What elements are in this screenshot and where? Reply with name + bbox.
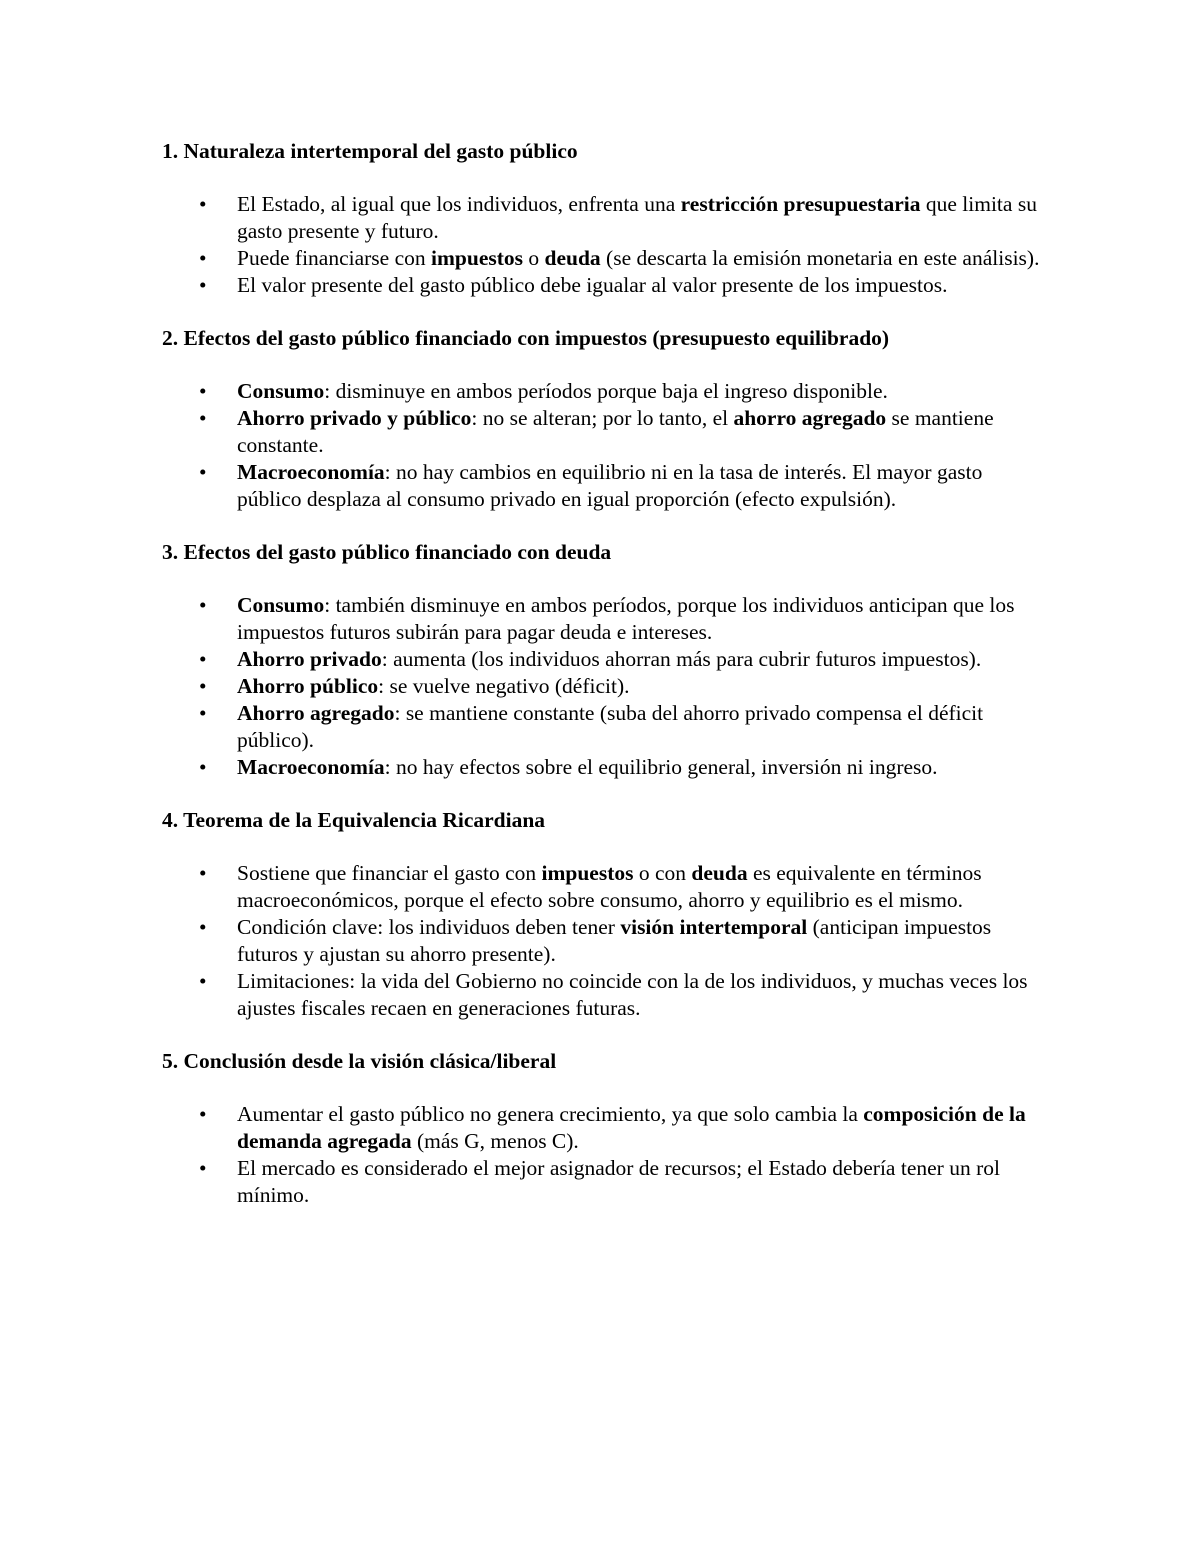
- list-item: [199, 914, 1040, 968]
- bold-text: Ahorro privado y público: [237, 406, 472, 430]
- bullet-icon: •: [199, 674, 207, 698]
- section-heading: 5. Conclusión desde la visión clásica/liberal: [162, 1049, 557, 1073]
- bold-text: Ahorro agregado: [237, 701, 395, 725]
- bold-text: Macroeconomía: [237, 460, 385, 484]
- bold-text: impuestos: [431, 246, 523, 270]
- list-item: [199, 673, 1040, 700]
- bullet-icon: •: [199, 593, 207, 617]
- list-item: [199, 646, 1040, 673]
- list-item: [199, 191, 1040, 245]
- text-run: o: [523, 246, 545, 270]
- bold-text: deuda: [691, 861, 748, 885]
- section-heading: 2. Efectos del gasto público financiado con impuestos (presupuesto equilibrado): [162, 326, 890, 350]
- text-run: : disminuye en ambos períodos porque baja el ingreso disponible.: [324, 379, 888, 403]
- bullet-icon: •: [199, 246, 207, 270]
- bold-text: Macroeconomía: [237, 755, 385, 779]
- section-5: [162, 1048, 1040, 1209]
- bullet-list: [162, 1101, 1040, 1209]
- text-run: El Estado, al igual que los individuos, enfrenta una: [237, 192, 681, 216]
- bold-text: restricción presupuestaria: [680, 192, 921, 216]
- list-item: [199, 378, 1040, 405]
- bullet-icon: •: [199, 273, 207, 297]
- list-item: [199, 860, 1040, 914]
- text-run: (anticipan impuestos futuros y ajustan su ahorro presente).: [237, 915, 992, 966]
- bullet-icon: •: [199, 1102, 207, 1126]
- bold-text: Consumo: [237, 593, 325, 617]
- bullet-icon: •: [199, 192, 207, 216]
- bullet-list: [162, 191, 1040, 299]
- section-3: [162, 539, 1040, 781]
- list-item: [199, 1101, 1040, 1155]
- section-heading: 3. Efectos del gasto público financiado con deuda: [162, 540, 612, 564]
- bold-text: composición de la demanda agregada: [237, 1102, 1026, 1153]
- bold-text: ahorro agregado: [733, 406, 887, 430]
- list-item: [199, 592, 1040, 646]
- text-run: : aumenta (los individuos ahorran más para cubrir futuros impuestos).: [381, 647, 982, 671]
- list-item: [199, 245, 1040, 272]
- bold-text: Consumo: [237, 379, 325, 403]
- bullet-icon: •: [199, 755, 207, 779]
- text-run: : también disminuye en ambos períodos, porque los individuos anticipan que los impuestos futuros subirán para pagar deuda e intereses.: [237, 593, 1015, 644]
- list-item: [199, 700, 1040, 754]
- bold-text: visión intertemporal: [620, 915, 808, 939]
- section-heading: 4. Teorema de la Equivalencia Ricardiana: [162, 808, 546, 832]
- text-run: Condición clave: los individuos deben tener: [237, 915, 621, 939]
- text-run: : se mantiene constante (suba del ahorro privado compensa el déficit público).: [237, 701, 984, 752]
- text-run: es equivalente en términos macroeconómicos, porque el efecto sobre consumo, ahorro y equilibrio es el mismo.: [237, 861, 982, 912]
- section-1: [162, 138, 1040, 299]
- text-run: : no hay cambios en equilibrio ni en la tasa de interés. El mayor gasto público desplaza al consumo privado en igual proporción (efecto expulsión).: [237, 460, 983, 511]
- text-run: Sostiene que financiar el gasto con: [237, 861, 542, 885]
- text-run: : se vuelve negativo (déficit).: [378, 674, 630, 698]
- section-4: [162, 807, 1040, 1022]
- text-run: : no se alteran; por lo tanto, el: [471, 406, 734, 430]
- bullet-icon: •: [199, 647, 207, 671]
- list-item: [199, 754, 1040, 781]
- bold-text: Ahorro privado: [237, 647, 382, 671]
- text-run: El mercado es considerado el mejor asignador de recursos; el Estado debería tener un rol mínimo.: [237, 1156, 1000, 1207]
- list-item: [199, 1155, 1040, 1209]
- text-run: Aumentar el gasto público no genera crecimiento, ya que solo cambia la: [237, 1102, 864, 1126]
- text-run: : no hay efectos sobre el equilibrio general, inversión ni ingreso.: [384, 755, 938, 779]
- bold-text: deuda: [544, 246, 601, 270]
- bullet-list: [162, 378, 1040, 513]
- text-run: (se descarta la emisión monetaria en este análisis).: [600, 246, 1040, 270]
- bullet-list: [162, 860, 1040, 1022]
- bullet-icon: •: [199, 1156, 207, 1180]
- list-item: [199, 405, 1040, 459]
- text-run: o con: [633, 861, 692, 885]
- text-run: Limitaciones: la vida del Gobierno no coincide con la de los individuos, y muchas veces los ajustes fiscales recaen en generaciones futuras.: [237, 969, 1028, 1020]
- text-run: se mantiene constante.: [237, 406, 994, 457]
- section-2: [162, 325, 1040, 513]
- bullet-icon: •: [199, 969, 207, 993]
- bullet-icon: •: [199, 406, 207, 430]
- bold-text: Ahorro público: [237, 674, 379, 698]
- bullet-icon: •: [199, 701, 207, 725]
- text-run: (más G, menos C).: [411, 1129, 579, 1153]
- bullet-icon: •: [199, 861, 207, 885]
- list-item: [199, 459, 1040, 513]
- bullet-icon: •: [199, 379, 207, 403]
- bold-text: impuestos: [541, 861, 634, 885]
- bullet-icon: •: [199, 915, 207, 939]
- bullet-list: [162, 592, 1040, 781]
- text-run: que limita su gasto presente y futuro.: [237, 192, 1037, 243]
- text-run: El valor presente del gasto público debe igualar al valor presente de los impuestos.: [237, 273, 948, 297]
- bullet-icon: •: [199, 460, 207, 484]
- section-heading: 1. Naturaleza intertemporal del gasto público: [162, 139, 578, 163]
- text-run: Puede financiarse con: [237, 246, 432, 270]
- list-item: [199, 272, 1040, 299]
- list-item: [199, 968, 1040, 1022]
